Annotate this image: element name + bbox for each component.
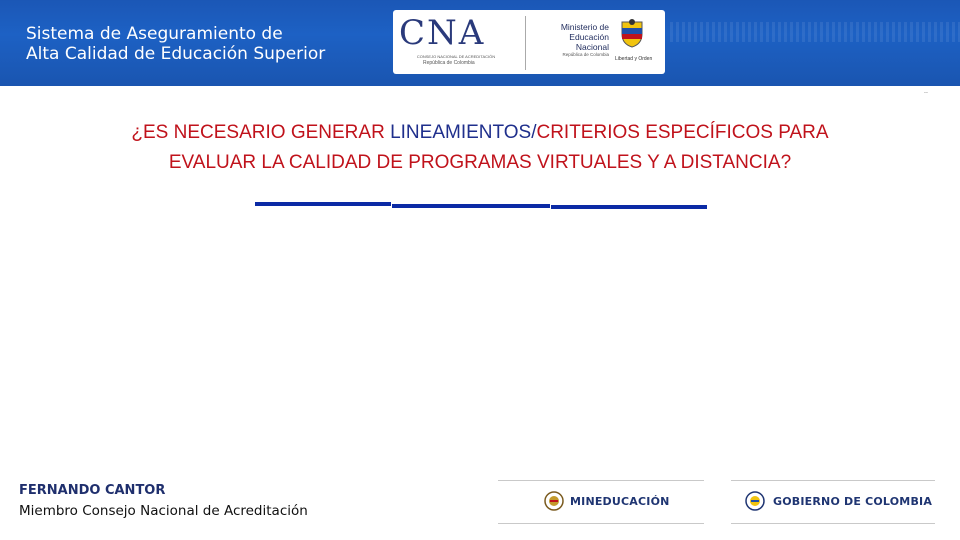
gobierno-label: GOBIERNO DE COLOMBIA <box>773 495 933 508</box>
question-line2: EVALUAR LA CALIDAD DE PROGRAMAS VIRTUALES Y A DISTANCIA? <box>168 152 792 173</box>
system-title-line1: Sistema de Aseguramiento de <box>26 24 283 44</box>
underline-segment-2 <box>392 204 550 208</box>
system-title-line2: Alta Calidad de Educación Superior <box>26 44 326 64</box>
ministry-line1: Ministerio de <box>560 22 609 32</box>
author-block <box>19 482 308 522</box>
question-red-part2: CRITERIOS ESPECÍFICOS PARA <box>536 122 829 143</box>
system-title <box>26 24 325 64</box>
mineducacion-label: MINEDUCACIÓN <box>570 495 670 508</box>
author-name: FERNANDO CANTOR <box>19 483 166 498</box>
question-red-part1: ¿ES NECESARIO GENERAR <box>131 122 391 143</box>
motto: Libertad y Orden <box>615 56 653 62</box>
author-role: Miembro Consejo Nacional de Acreditación <box>19 503 308 519</box>
ministry-subtitle: República de Colombia <box>562 52 609 57</box>
cna-country: República de Colombia <box>423 60 475 66</box>
logo-divider <box>525 16 526 70</box>
title-underline <box>255 202 707 210</box>
mineducacion-logo <box>498 480 704 524</box>
question-line1 <box>20 118 940 148</box>
gobierno-logo <box>731 480 935 524</box>
slide-question <box>20 118 940 178</box>
header-decoration <box>670 22 960 42</box>
underline-segment-3 <box>551 205 707 209</box>
cna-subtitle: CONSEJO NACIONAL DE ACREDITACIÓN <box>416 54 496 59</box>
header-banner <box>0 0 960 86</box>
ministry-line2: Educación Nacional <box>569 32 609 52</box>
logo-panel <box>393 10 665 74</box>
ministry-name <box>535 22 609 52</box>
gobierno-seal-icon <box>745 491 765 511</box>
mineducacion-seal-icon <box>544 491 564 511</box>
cna-logo: CNA <box>399 13 486 53</box>
underline-segment-1 <box>255 202 391 206</box>
corner-mark: .. <box>924 88 928 95</box>
question-blue-part: LINEAMIENTOS/ <box>390 122 537 143</box>
coat-of-arms-icon <box>619 18 645 48</box>
